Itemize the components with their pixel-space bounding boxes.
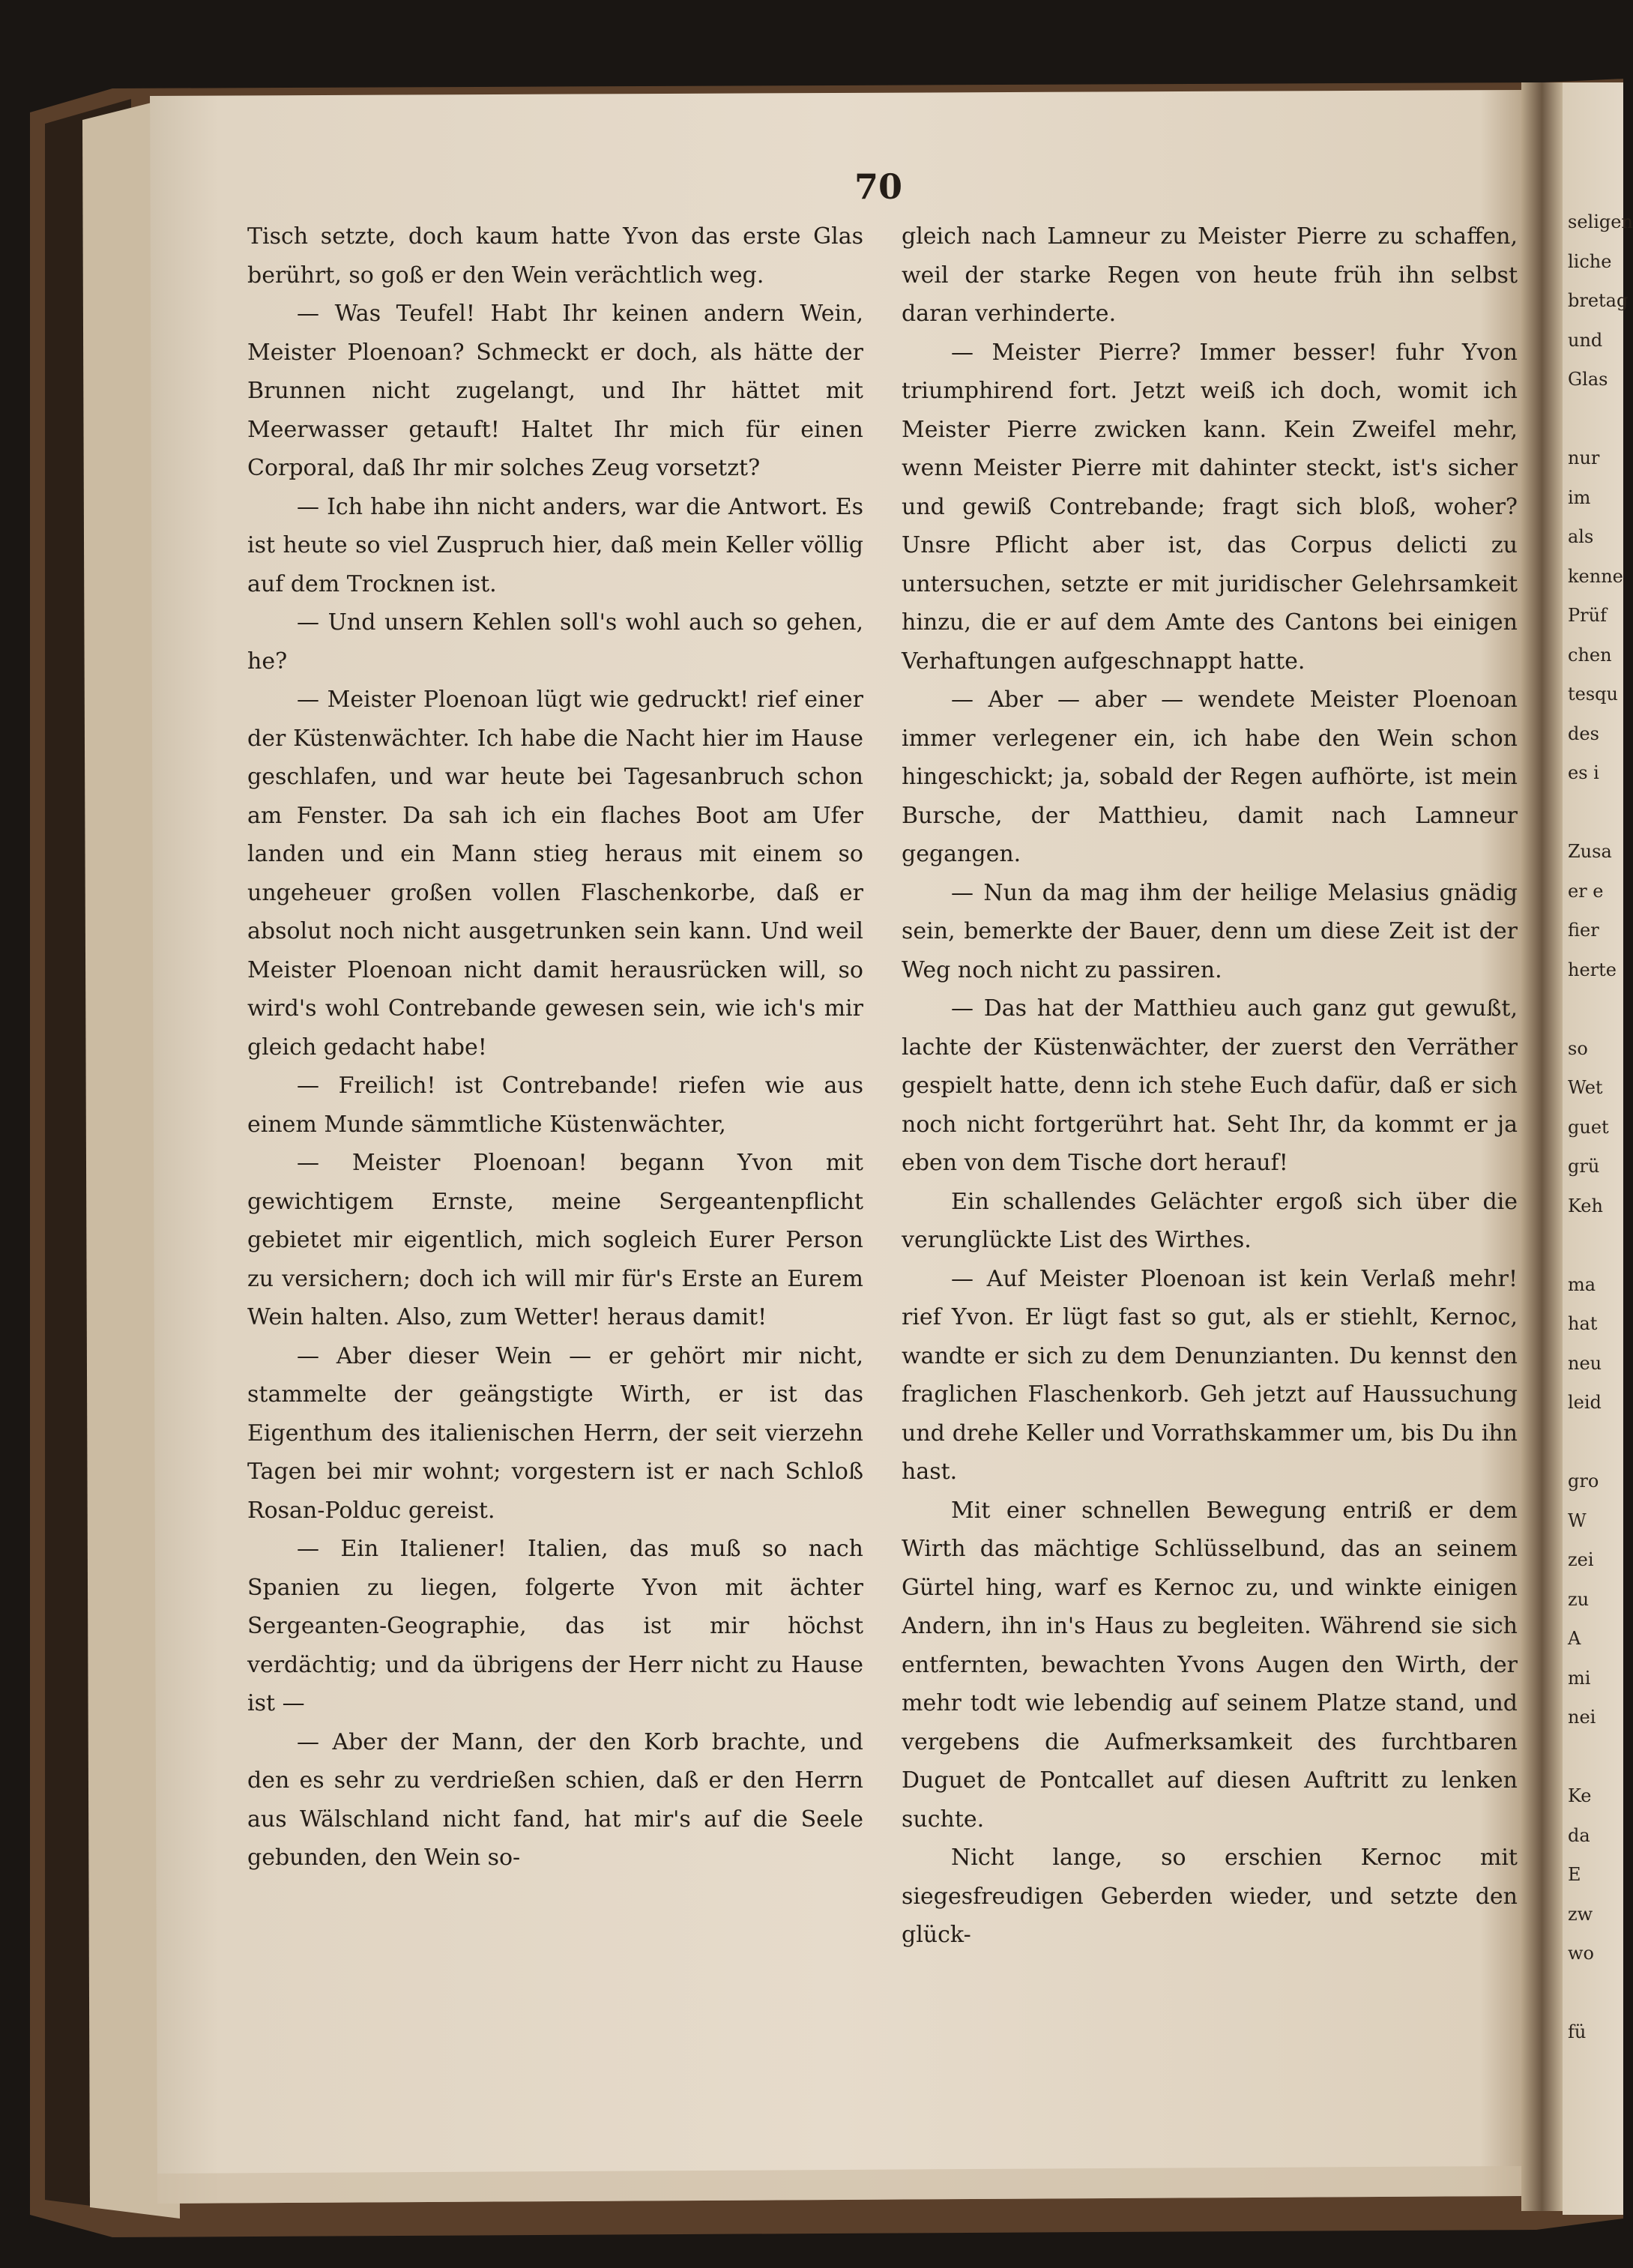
paragraph: — Freilich! ist Contrebande! riefen wie aus einem Munde sämmtliche Küstenwächter, — [247, 1073, 863, 1138]
next-page-fragment — [1568, 793, 1623, 833]
next-page-fragment: neu — [1568, 1352, 1602, 1374]
next-page-fragment: seligen — [1568, 211, 1633, 232]
next-page-fragment: fü — [1568, 2021, 1587, 2042]
paragraph: — Aber — aber — wendete Meister Ploenoan immer verlegener ein, ich habe den Wein schon hingeschickt; ja, sobald der Regen aufhörte, ist mein Bursche, der Matthieu, damit nach Lamneur gegangen. — [902, 687, 1518, 867]
next-page-fragment: zei — [1568, 1549, 1594, 1570]
next-page-fragment: zu — [1568, 1588, 1590, 1610]
next-page-fragment: Glas — [1568, 369, 1608, 390]
next-page-fragment: und — [1568, 329, 1603, 351]
next-page-fragment: liche — [1568, 250, 1612, 272]
paragraph: Nicht lange, so erschien Kernoc mit siegesfreudigen Geberden wieder, und setzte den glück- — [902, 1845, 1518, 1948]
next-page-fragment: Ke — [1568, 1785, 1592, 1806]
next-page-fragment: es i — [1568, 762, 1599, 783]
paragraph: — Aber der Mann, der den Korb brachte, und den es sehr zu verdrießen schien, daß er den Herrn aus Wälschland nicht fand, hat mir's auf die Seele gebunden, den Wein so- — [247, 1728, 863, 1871]
paragraph: — Aber dieser Wein — er gehört mir nicht, stammelte der geängstigte Wirth, er ist das Eigenthum des italienischen Herrn, der seit vierzehn Tagen bei mir wohnt; vorgestern ist er nach Schloß Rosan-Polduc gereist. — [247, 1342, 863, 1524]
paragraph: — Meister Pierre? Immer besser! fuhr Yvon triumphirend fort. Jetzt weiß ich doch, womit ich Meister Pierre zwicken kann. Kein Zweifel mehr, wenn Meister Pierre mit dahinter steckt, ist's sicher und gewiß Contrebande; fragt sich bloß, woher? Unsre Pflicht aber ist, das Corpus delicti zu untersuchen, setzte er mit juridischer Gelehrsamkeit hinzu, die er auf dem Amte des Cantons bei einigen Verhaftungen aufgeschnappt hatte. — [902, 339, 1518, 675]
paragraph: — Auf Meister Ploenoan ist kein Verlaß mehr! rief Yvon. Er lügt fast so gut, als er stiehlt, Kernoc, wandte er sich zu dem Denunzianten. Du kennst den fraglichen Flaschenkorb. Geh jetzt auf Haussuchung und drehe Keller und Vorrathskammer um, bis Du ihn hast. — [902, 1265, 1518, 1485]
paragraph: — Meister Ploenoan lügt wie gedruckt! rief einer der Küstenwächter. Ich habe die Nacht hier im Hause geschlafen, und war heute bei Tagesanbruch schon am Fenster. Da sah ich ein flaches Boot am Ufer landen und ein Mann stieg heraus mit einem so ungeheuer großen vollen Flaschenkorbe, daß er absolut noch nicht ausgetrunken sein kann. Und weil Meister Ploenoan nicht damit herausrücken will, so wird's wohl Contrebande gewesen sein, wie ich's mir gleich gedacht habe! — [247, 687, 863, 1061]
next-page-fragment — [1568, 1423, 1623, 1462]
text-column-left — [247, 217, 863, 1878]
paragraph: — Und unsern Kehlen soll's wohl auch so gehen, he? — [247, 609, 863, 675]
paragraph: — Nun da mag ihm der heilige Melasius gnädig sein, bemerkte der Bauer, denn um diese Zeit ist der Weg noch nicht zu passiren. — [902, 879, 1518, 983]
text-column-right — [902, 217, 1518, 1955]
next-page-fragment: chen — [1568, 644, 1612, 666]
next-page-fragment — [1568, 989, 1623, 1029]
next-page-fragment: W — [1568, 1510, 1587, 1531]
next-page-fragment: leid — [1568, 1392, 1602, 1413]
paragraph: Tisch setzte, doch kaum hatte Yvon das erste Glas berührt, so goß er den Wein verächtlich weg. — [247, 223, 863, 289]
next-page-fragment: grü — [1568, 1156, 1600, 1177]
paragraph: — Was Teufel! Habt Ihr keinen andern Wein, Meister Ploenoan? Schmeckt er doch, als hätte der Brunnen nicht zugelangt, und Ihr hättet mit Meerwasser getauft! Haltet Ihr mich für einen Corporal, daß Ihr mir solches Zeug vorsetzt? — [247, 301, 863, 481]
next-page-fragment — [1568, 1737, 1623, 1777]
next-page-fragment: Wet — [1568, 1077, 1603, 1098]
next-page-fragment: fier — [1568, 920, 1599, 941]
paragraph: gleich nach Lamneur zu Meister Pierre zu schaffen, weil der starke Regen von heute früh ihn selbst daran verhinderte. — [902, 223, 1518, 327]
next-page-fragment: bretag — [1568, 290, 1629, 311]
next-page-fragment — [1568, 1225, 1623, 1265]
next-page-fragment: da — [1568, 1824, 1590, 1846]
next-page-fragment: tesqu — [1568, 684, 1618, 705]
next-page-fragment: guet — [1568, 1116, 1609, 1138]
next-page-fragment: ma — [1568, 1273, 1596, 1295]
next-page-fragment: herte — [1568, 959, 1617, 980]
next-page-fragment: kenne — [1568, 565, 1623, 587]
page-number: 70 — [854, 166, 903, 207]
next-page-fragment: nur — [1568, 447, 1600, 468]
next-page-fragment: im — [1568, 486, 1591, 508]
next-page-fragment: E — [1568, 1864, 1581, 1885]
paragraph: Ein schallendes Gelächter ergoß sich über die verunglückte List des Wirthes. — [902, 1188, 1518, 1253]
next-page-fragment: Keh — [1568, 1195, 1603, 1216]
next-page-fragment: so — [1568, 1037, 1588, 1059]
next-page-fragment: als — [1568, 526, 1594, 547]
next-page-fragment: wo — [1568, 1943, 1594, 1964]
next-page-fragment — [1568, 399, 1623, 439]
next-page-fragment: nei — [1568, 1707, 1596, 1728]
next-page-fragment: zw — [1568, 1903, 1593, 1925]
next-page-fragment: er e — [1568, 880, 1604, 902]
paragraph: — Ein Italiener! Italien, das muß so nach Spanien zu liegen, folgerte Yvon mit ächter Sergeanten-Geographie, das ist mir höchst verdächtig; und da übrigens der Herr nicht zu Hause ist — — [247, 1536, 863, 1716]
paragraph: — Ich habe ihn nicht anders, war die Antwort. Es ist heute so viel Zuspruch hier, daß mein Keller völlig auf dem Trocknen ist. — [247, 493, 863, 597]
next-page-fragment: hat — [1568, 1313, 1598, 1334]
paragraph: — Meister Ploenoan! begann Yvon mit gewichtigem Ernste, meine Sergeantenpflicht gebietet mir eigentlich, mich sogleich Eurer Person zu versichern; doch ich will mir für's Erste an Eurem Wein halten. Also, zum Wetter! heraus damit! — [247, 1150, 863, 1330]
paragraph: — Das hat der Matthieu auch ganz gut gewußt, lachte der Küstenwächter, der zuerst den Verräther gespielt hatte, denn ich stehe Euch dafür, daß er sich noch nicht fortgerührt hat. Seht Ihr, da kommt er ja eben von dem Tische dort herauf! — [902, 995, 1518, 1176]
next-page-fragment: mi — [1568, 1667, 1591, 1689]
next-page-fragment — [1568, 1973, 1623, 2013]
paragraph: Mit einer schnellen Bewegung entriß er dem Wirth das mächtige Schlüsselbund, das an seinem Gürtel hing, warf es Kernoc zu, und winkte einigen Andern, ihn in's Haus zu begleiten. Während sie sich entfernten, bewachten Yvons Augen den Wirth, der mehr todt wie lebendig auf seinem Platze stand, und vergebens die Aufmerksamkeit des furchtbaren Duguet de Pontcallet auf diesen Auftritt zu lenken suchte. — [902, 1497, 1518, 1833]
next-page-fragment: Prüf — [1568, 605, 1607, 626]
next-page-fragment: A — [1568, 1628, 1581, 1649]
next-page-fragment: des — [1568, 723, 1599, 744]
next-page-fragment: Zusa — [1568, 841, 1612, 862]
next-page-fragment: gro — [1568, 1471, 1599, 1492]
next-page-edge — [1568, 202, 1633, 2052]
